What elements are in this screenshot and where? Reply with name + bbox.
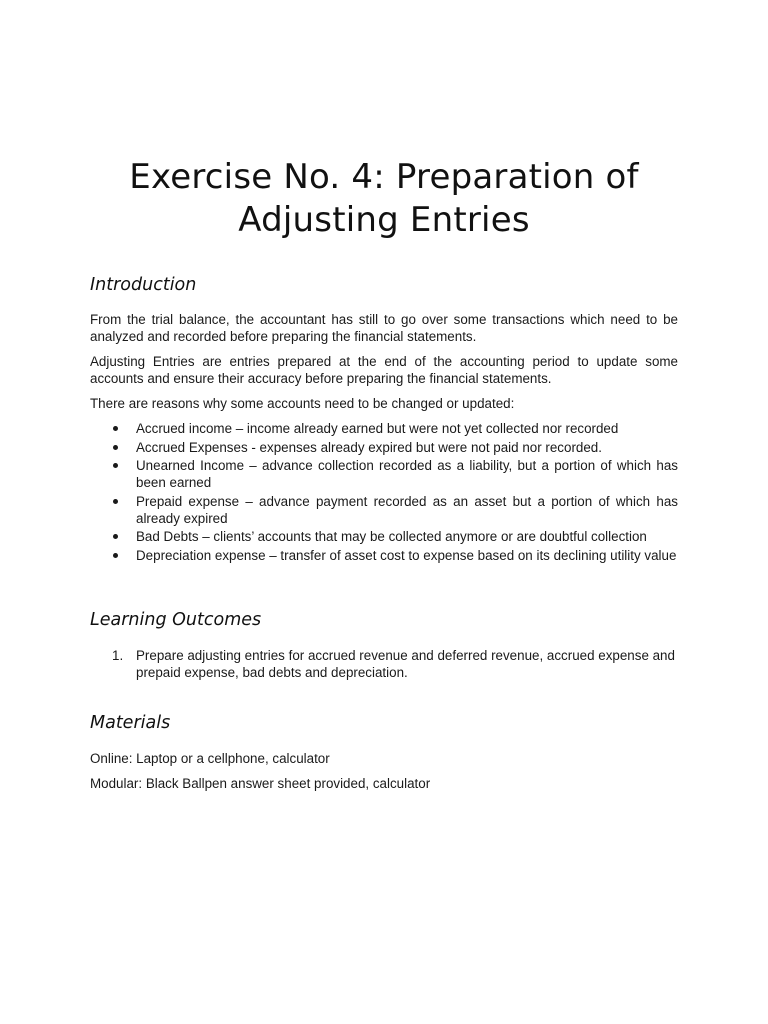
list-number: 1. [112, 648, 124, 663]
list-item-text: Unearned Income – advance collection recorded as a liability, but a portion of which has been earned [136, 458, 678, 490]
intro-paragraph-2: Adjusting Entries are entries prepared at the end of the accounting period to update some accounts and ensure their accuracy before preparing the financial statements. [90, 354, 678, 386]
list-item [90, 528, 678, 545]
introduction-heading: Introduction [90, 275, 197, 295]
list-item [90, 547, 678, 564]
bullet-icon [113, 499, 118, 504]
materials-modular: Modular: Black Ballpen answer sheet provided, calculator [90, 776, 431, 791]
list-item [90, 457, 678, 491]
page-title: Exercise No. 4: Preparation of Adjusting Entries [129, 157, 639, 240]
bullet-icon [113, 445, 118, 450]
list-item-text: Prepaid expense – advance payment recorded as an asset but a portion of which has already expired [136, 493, 678, 526]
list-item [90, 439, 678, 456]
list-item [90, 647, 678, 681]
list-item-text: Prepare adjusting entries for accrued revenue and deferred revenue, accrued expense and prepaid expense, bad debts and depreciation. [136, 648, 675, 680]
list-item-text: Depreciation expense – transfer of asset cost to expense based on its declining utility value [136, 547, 677, 563]
learning-outcomes-heading: Learning Outcomes [90, 610, 262, 630]
list-item-text: Accrued income – income already earned but were not yet collected nor recorded [136, 421, 619, 436]
bullet-icon [113, 463, 118, 468]
intro-paragraph-1: From the trial balance, the accountant has still to go over some transactions which need to be analyzed and recorded before preparing the financial statements. [90, 312, 678, 344]
list-item-text: Bad Debts – clients’ accounts that may be collected anymore or are doubtful collection [136, 529, 647, 544]
materials-online: Online: Laptop or a cellphone, calculator [90, 751, 330, 766]
bullet-icon [113, 534, 118, 539]
list-item-text: Accrued Expenses - expenses already expired but were not paid nor recorded. [136, 439, 602, 455]
bullet-icon [113, 426, 118, 431]
reasons-list [90, 420, 678, 565]
intro-paragraph-3: There are reasons why some accounts need to be changed or updated: [90, 396, 515, 411]
materials-heading: Materials [90, 713, 171, 733]
learning-outcomes-list [90, 647, 678, 681]
bullet-icon [113, 553, 118, 558]
list-item [90, 493, 678, 527]
list-item [90, 420, 678, 437]
